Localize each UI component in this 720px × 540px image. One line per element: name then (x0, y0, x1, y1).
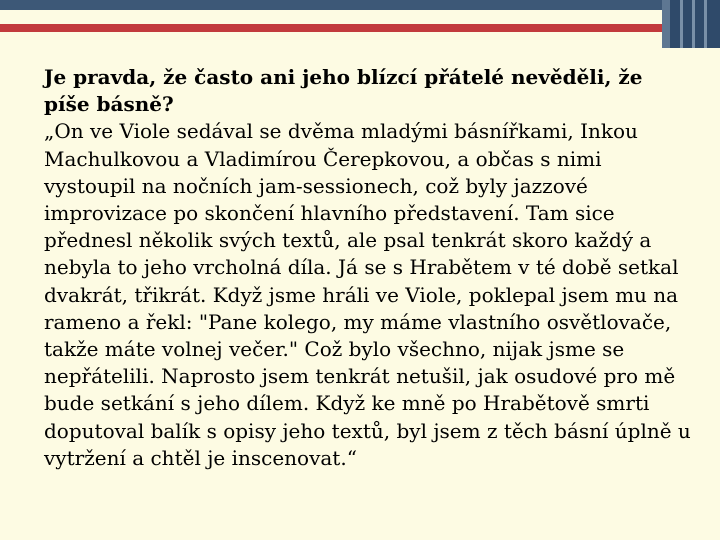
corner-stripe (680, 0, 683, 48)
slide-content (44, 64, 694, 472)
interview-answer: „On ve Viole sedával se dvěma mladými básnířkami, Inkou Machulkovou a Vladimírou Čerepkovou, a občas s nimi vystoupil na nočních jam-sessionech, což byly jazzové improvizace po skončení hlavního představení. Tam sice přednesl několik svých textů, ale psal tenkrát skoro každý a nebyla to jeho vrcholná díla. Já se s Hrabětem v té době setkal dvakrát, třikrát. Když jsme hráli ve Viole, poklepal jsem mu na rameno a řekl: "Pane kolego, my máme vlastního osvětlovače, takže máte volnej večer." Což bylo všechno, nijak jsme se nepřátelili. Naprosto jsem tenkrát netušil, jak osudové pro mě bude setkání s jeho dílem. Když ke mně po Hrabětově smrti doputoval balík s opisy jeho textů, byl jsem z těch básní úplně u vytržení a chtěl je inscenovat.“ (44, 119, 691, 470)
interview-question: Je pravda, že často ani jeho blízcí přátelé nevěděli, že píše básně? (44, 65, 643, 117)
header-red-bar (0, 24, 662, 32)
corner-stripe (692, 0, 695, 48)
header-corner-block (662, 0, 720, 48)
header-decoration (0, 0, 720, 48)
header-top-bar (0, 0, 720, 10)
corner-stripe (704, 0, 707, 48)
